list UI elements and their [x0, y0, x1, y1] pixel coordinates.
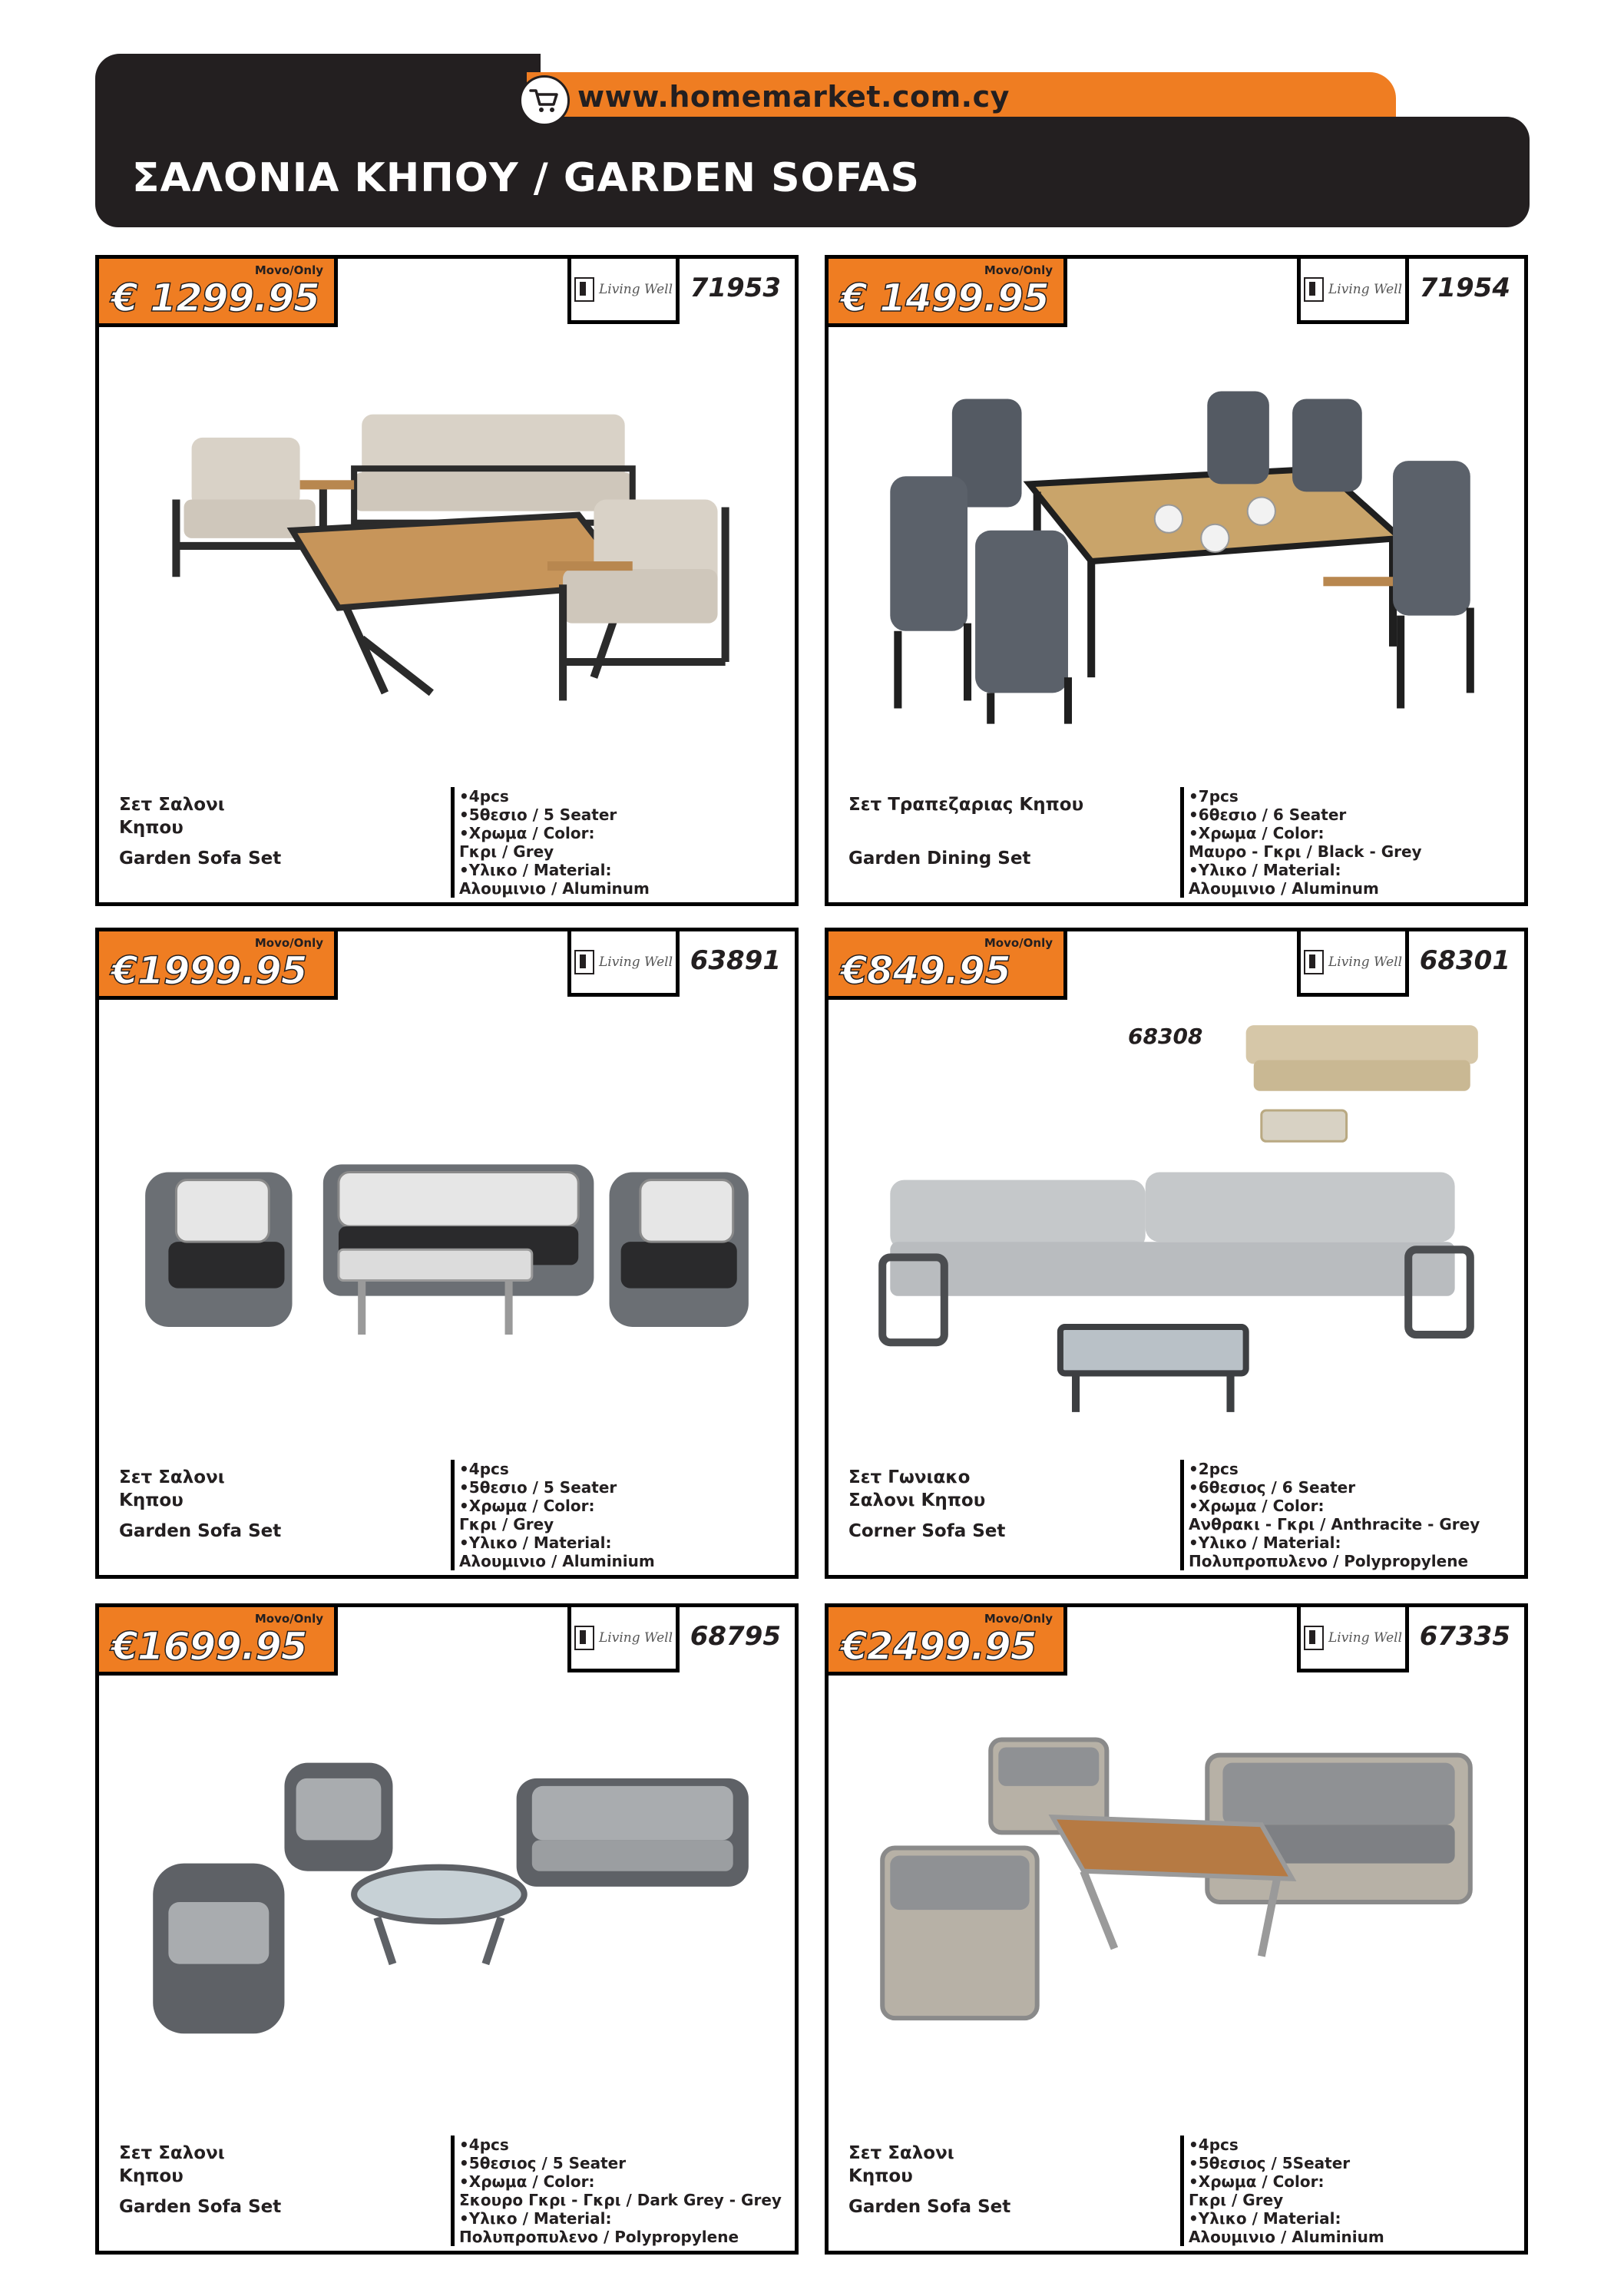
brand-name: Living Well [1328, 954, 1403, 970]
price-badge [99, 931, 338, 1000]
brand-logo-icon [574, 1626, 594, 1650]
product-name-greek: Σετ Σαλονι Κηπου [119, 1467, 225, 1510]
price: €1699.95 [111, 1624, 307, 1669]
price: € 1299.95 [111, 276, 319, 320]
price: €849.95 [841, 948, 1010, 993]
brand-logo-icon [574, 277, 594, 302]
product-code: 67335 [1419, 1621, 1510, 1652]
product-code: 71953 [690, 273, 781, 303]
shopping-cart-icon[interactable] [519, 75, 570, 126]
product-name-english: Garden Dining Set [848, 849, 1031, 868]
header-tab [95, 54, 541, 123]
product-name-english: Corner Sofa Set [848, 1521, 1006, 1541]
product-specs: •4pcs •5θεσιος / 5 Seater •Χρωμα / Color: Σκουρο Γκρι - Γκρι / Dark Grey - Grey •Υλικο / Material: Πολυπροπυλενο / Polypropylene [451, 2136, 797, 2246]
product-code: 63891 [690, 945, 781, 976]
product-name-english: Garden Sofa Set [119, 2197, 282, 2217]
only-label: Movo/Only [984, 936, 1053, 950]
brand-logo-icon [574, 950, 594, 974]
only-label: Movo/Only [254, 263, 323, 277]
brand-badge [1297, 259, 1409, 324]
brand-name: Living Well [598, 282, 673, 297]
brand-name: Living Well [598, 1630, 673, 1646]
brand-badge [1297, 931, 1409, 997]
product-specs: •4pcs •5θεσιο / 5 Seater •Χρωμα / Color: Γκρι / Grey •Υλικο / Material: Αλουμινιο / Aluminum [451, 787, 797, 898]
product-name-greek: Σετ Σαλονι Κηπου [119, 795, 225, 838]
price: €2499.95 [841, 1624, 1037, 1669]
product-card-71953[interactable] [95, 255, 799, 906]
only-label: Movo/Only [984, 1612, 1053, 1626]
price-badge [99, 259, 338, 327]
product-specs: •7pcs •6θεσιο / 6 Seater •Χρωμα / Color: Μαυρο - Γκρι / Black - Grey •Υλικο / Material: Αλουμινιο / Aluminum [1180, 787, 1526, 898]
only-label: Movo/Only [254, 1612, 323, 1626]
product-image-sofa-set[interactable] [859, 1699, 1493, 2105]
brand-badge [567, 259, 680, 324]
product-specs: •4pcs •5θεσιο / 5 Seater •Χρωμα / Color: Γκρι / Grey •Υλικο / Material: Αλουμινιο / Aluminium [451, 1460, 797, 1570]
product-code: 71954 [1419, 273, 1510, 303]
product-name-greek: Σετ Τραπεζαριας Κηπου [848, 795, 1084, 815]
brand-badge [1297, 1607, 1409, 1672]
page-title: ΣΑΛΟΝΙΑ ΚΗΠΟΥ / GARDEN SOFAS [132, 155, 921, 201]
product-card-67335[interactable] [825, 1603, 1528, 2255]
brand-badge [567, 1607, 680, 1672]
brand-name: Living Well [598, 954, 673, 970]
only-label: Movo/Only [254, 936, 323, 950]
price-badge [829, 1607, 1067, 1676]
brand-name: Living Well [1328, 282, 1403, 297]
product-name-greek: Σετ Γωνιακο Σαλονι Κηπου [848, 1467, 986, 1510]
product-image-sofa-set[interactable] [130, 1024, 764, 1429]
product-name-english: Garden Sofa Set [119, 1521, 282, 1541]
product-card-71954[interactable] [825, 255, 1528, 906]
product-card-68795[interactable] [95, 1603, 799, 2255]
product-name-english: Garden Sofa Set [848, 2197, 1011, 2217]
product-code: 68795 [690, 1621, 781, 1652]
product-name-greek: Σετ Σαλονι Κηπου [119, 2143, 225, 2186]
variant-code: 68308 [1128, 1024, 1203, 1049]
product-image-dining-set[interactable] [859, 351, 1493, 756]
website-url-link[interactable]: www.homemarket.com.cy [577, 80, 1010, 114]
brand-logo-icon [1304, 277, 1324, 302]
product-name-greek: Σετ Σαλονι Κηπου [848, 2143, 954, 2186]
product-card-68301[interactable] [825, 928, 1528, 1579]
brand-logo-icon [1304, 1626, 1324, 1650]
product-specs: •4pcs •5θεσιος / 5Seater •Χρωμα / Color: Γκρι / Grey •Υλικο / Material: Αλουμινιο / Aluminium [1180, 2136, 1526, 2246]
product-image-corner-sofa[interactable] [859, 1008, 1493, 1429]
brand-logo-icon [1304, 950, 1324, 974]
price-badge [829, 931, 1067, 1000]
product-image-sofa-set[interactable] [130, 1699, 764, 2105]
price: € 1499.95 [841, 276, 1049, 320]
price: €1999.95 [111, 948, 307, 993]
product-image-sofa-set[interactable] [130, 351, 764, 756]
price-badge [829, 259, 1067, 327]
price-badge [99, 1607, 338, 1676]
brand-badge [567, 931, 680, 997]
brand-name: Living Well [1328, 1630, 1403, 1646]
product-code: 68301 [1419, 945, 1510, 976]
product-name-english: Garden Sofa Set [119, 849, 282, 868]
only-label: Movo/Only [984, 263, 1053, 277]
product-card-63891[interactable] [95, 928, 799, 1579]
product-specs: •2pcs •6θεσιος / 6 Seater •Χρωμα / Color: Ανθρακι - Γκρι / Anthracite - Grey •Υλικο / Material: Πολυπροπυλενο / Polypropylene [1180, 1460, 1526, 1570]
